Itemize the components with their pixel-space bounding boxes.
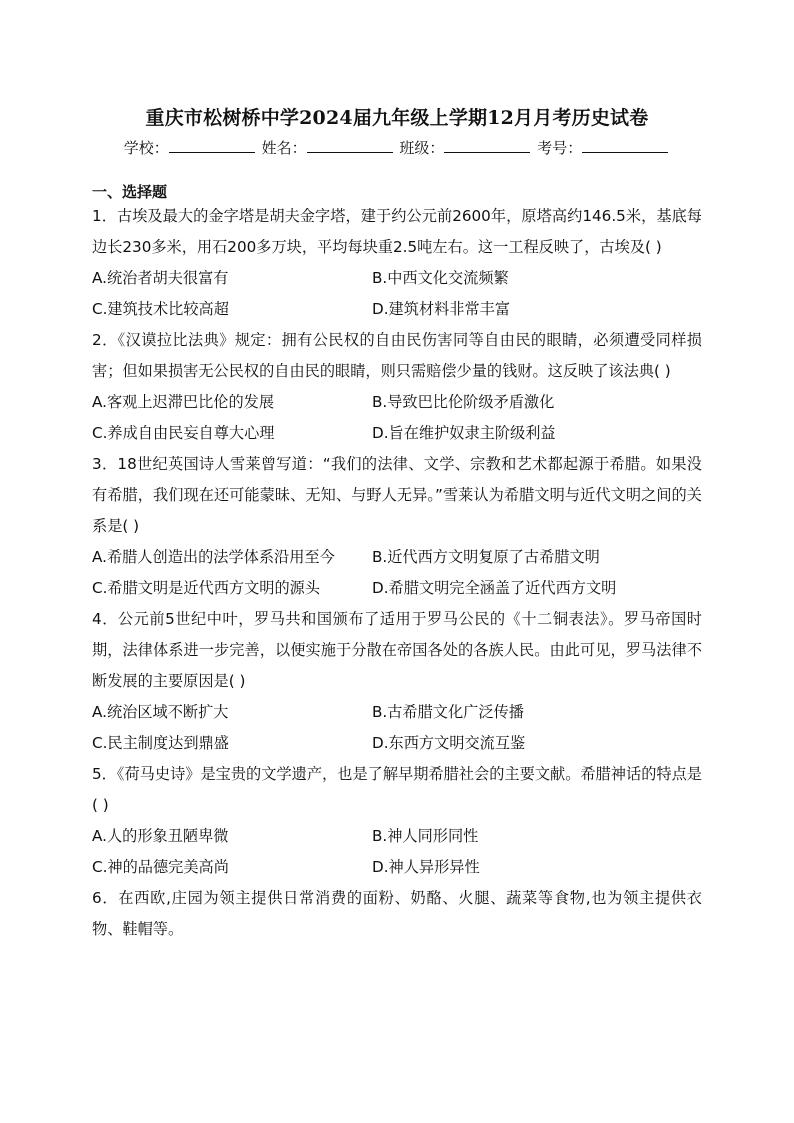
option-c: C.希腊文明是近代西方文明的源头 (92, 579, 321, 597)
option-a: A.统治区域不断扩大 (92, 703, 229, 721)
option-c: C.养成自由民妄自尊大心理 (92, 424, 275, 442)
option-b: B.神人同形同性 (372, 827, 479, 845)
option-grid (92, 821, 702, 883)
option-d: D.东西方文明交流互鉴 (372, 734, 526, 752)
class-blank (444, 138, 530, 153)
option-c: C.神的品德完美高尚 (92, 858, 229, 876)
question-stem: 2．《汉谟拉比法典》规定：拥有公民权的自由民伤害同等自由民的眼睛，必须遭受同样损害；但如果损害无公民权的自由民的眼睛，则只需赔偿少量的钱财。这反映了该法典( ) (92, 331, 702, 380)
question-stem: 4．公元前5世纪中叶，罗马共和国颁布了适用于罗马公民的《十二铜表法》。罗马帝国时期，法律体系进一步完善，以便实施于分散在帝国各处的各族人民。由此可见，罗马法律不断发展的主要原因是( ) (92, 610, 702, 690)
option-grid (92, 697, 702, 759)
option-b: B.中西文化交流频繁 (372, 269, 509, 287)
option-a: A.希腊人创造出的法学体系沿用至今 (92, 548, 335, 566)
option-b: B.导致巴比伦阶级矛盾激化 (372, 393, 555, 411)
option-d: D.希腊文明完全涵盖了近代西方文明 (372, 579, 617, 597)
option-a: A.统治者胡夫很富有 (92, 269, 229, 287)
option-b: B.古希腊文化广泛传播 (372, 703, 524, 721)
question-stem: 1．古埃及最大的金字塔是胡夫金字塔，建于约公元前2600年，原塔高约146.5米，基底每边长230多米，用石200多万块，平均每块重2.5吨左右。这一工程反映了，古埃及( ) (92, 207, 702, 256)
option-d: D.神人异形异性 (372, 858, 480, 876)
name-label: 姓名： (261, 139, 307, 157)
school-label: 学校： (123, 139, 169, 157)
question-list (92, 201, 702, 945)
question (92, 201, 702, 325)
option-b: B.近代西方文明复原了古希腊文明 (372, 548, 600, 566)
question (92, 883, 702, 945)
option-a: A.人的形象丑陋卑微 (92, 827, 229, 845)
exam-title: 重庆市松树桥中学2024届九年级上学期12月月考历史试卷 (145, 107, 649, 129)
exam-number-blank (582, 138, 668, 153)
option-grid (92, 263, 702, 325)
exam-number-label: 考号： (537, 139, 583, 157)
question (92, 449, 702, 604)
question-stem: 5．《荷马史诗》是宝贵的文学遗产，也是了解早期希腊社会的主要文献。希腊神话的特点是( ) (92, 765, 702, 814)
option-c: C.建筑技术比较高超 (92, 300, 229, 318)
question (92, 604, 702, 759)
option-a: A.客观上迟滞巴比伦的发展 (92, 393, 275, 411)
student-info-line (0, 137, 794, 158)
section-heading: 一、选择题 (92, 183, 168, 201)
option-d: D.建筑材料非常丰富 (372, 300, 511, 318)
name-blank (307, 138, 393, 153)
option-grid (92, 542, 702, 604)
question-stem: 6．在西欧,庄园为领主提供日常消费的面粉、奶酪、火腿、蔬菜等食物,也为领主提供衣物、鞋帽等。 (92, 889, 702, 938)
class-label: 班级： (399, 139, 445, 157)
option-c: C.民主制度达到鼎盛 (92, 734, 229, 752)
option-d: D.旨在维护奴隶主阶级利益 (372, 424, 556, 442)
school-blank (169, 138, 255, 153)
question (92, 759, 702, 883)
question (92, 325, 702, 449)
option-grid (92, 387, 702, 449)
question-stem: 3．18世纪英国诗人雪莱曾写道：“我们的法律、文学、宗教和艺术都起源于希腊。如果没有希腊，我们现在还可能蒙昧、无知、与野人无异。”雪莱认为希腊文明与近代文明之间的关系是( ) (92, 455, 702, 535)
